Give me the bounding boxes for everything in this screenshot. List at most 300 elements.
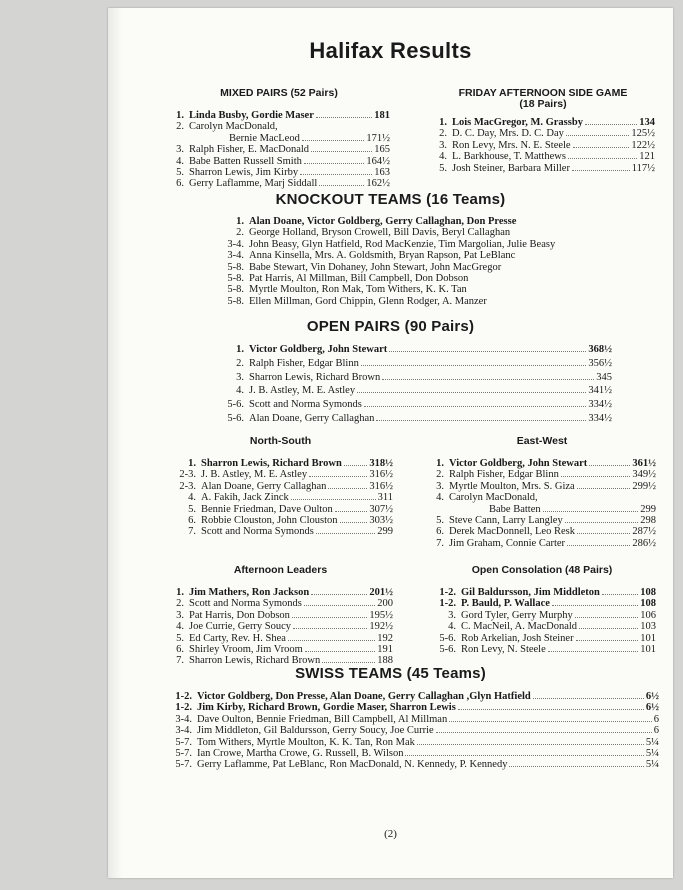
result-row xyxy=(428,644,656,655)
result-row xyxy=(216,412,612,426)
result-name: Bennie Friedman, Dave Oulton xyxy=(201,503,333,515)
result-score: 307½ xyxy=(369,503,393,515)
open-consolation-list xyxy=(428,587,656,655)
result-row xyxy=(431,117,655,128)
result-name: Babe Stewart, Vin Dohaney, John Stewart, John MacGregor xyxy=(249,261,502,273)
result-rank: 1-2. xyxy=(175,691,192,702)
result-rank: 3-4. xyxy=(227,238,244,250)
result-rank: 4. xyxy=(176,621,184,633)
swiss-teams-section xyxy=(168,691,659,771)
result-name: P. Bauld, P. Wallace xyxy=(461,598,550,610)
result-row xyxy=(168,621,393,632)
dot-leader xyxy=(376,420,586,421)
result-name: Victor Goldberg, John Stewart xyxy=(249,344,388,355)
result-name: Carolyn MacDonald, xyxy=(189,121,278,133)
result-rank: 5. xyxy=(176,632,184,644)
result-row xyxy=(216,239,646,250)
result-score: 345 xyxy=(596,371,612,383)
result-score: 122½ xyxy=(631,139,655,151)
result-row xyxy=(168,526,393,537)
dot-leader xyxy=(577,488,631,489)
east-west-heading: East-West xyxy=(516,435,568,447)
result-rank: 5-7. xyxy=(175,736,192,748)
dot-leader xyxy=(566,135,629,136)
result-rank: 3-4. xyxy=(175,725,192,737)
result-name: Scott and Norma Symonds xyxy=(201,526,314,538)
result-row xyxy=(168,748,659,759)
result-row xyxy=(216,216,646,227)
result-score: 6 xyxy=(653,725,659,737)
result-rank: 5. xyxy=(436,515,444,527)
result-row xyxy=(168,110,390,121)
result-rank: 1. xyxy=(188,458,196,469)
knockout-list xyxy=(216,216,646,307)
result-name: Sharron Lewis, Richard Brown xyxy=(249,371,381,383)
result-score: 287½ xyxy=(632,526,656,538)
result-row xyxy=(428,621,656,632)
dot-leader xyxy=(328,488,367,489)
dot-leader xyxy=(509,766,643,767)
result-name: George Holland, Bryson Crowell, Bill Davis, Beryl Callaghan xyxy=(249,227,511,239)
result-score: 5¼ xyxy=(645,759,659,771)
result-name: Myrtle Moulton, Ron Mak, Tom Withers, K. K. Tan xyxy=(249,284,467,296)
dot-leader xyxy=(577,533,630,534)
dot-leader xyxy=(316,533,375,534)
result-rank: 7. xyxy=(436,537,444,549)
result-rank: 2. xyxy=(236,357,244,369)
result-name: Josh Steiner, Barbara Miller xyxy=(452,162,570,174)
result-name: Sharron Lewis, Jim Kirby xyxy=(189,167,299,179)
result-rank: 7. xyxy=(188,526,196,538)
result-rank: 3. xyxy=(176,609,184,621)
result-name: Carolyn MacDonald, xyxy=(449,492,538,504)
dot-leader xyxy=(304,163,365,164)
friday-side-game-subheading: (18 Pairs) xyxy=(519,98,567,110)
dot-leader xyxy=(585,124,637,125)
east-west-list xyxy=(428,458,656,549)
result-rank: 5-6. xyxy=(439,644,456,656)
result-row xyxy=(168,144,390,155)
dot-leader xyxy=(602,594,638,595)
result-row xyxy=(428,587,656,598)
dot-leader xyxy=(291,499,376,500)
dot-leader xyxy=(292,617,367,618)
result-name: Scott and Norma Symonds xyxy=(189,598,302,610)
result-name: Rob Arkelian, Josh Steiner xyxy=(461,632,574,644)
result-row xyxy=(168,725,659,736)
result-name: Jim Graham, Connie Carter xyxy=(449,537,566,549)
result-score: 181 xyxy=(374,110,390,121)
result-score: 361½ xyxy=(632,458,656,469)
result-row xyxy=(168,644,393,655)
dot-leader xyxy=(364,406,587,407)
result-name: Jim Mathers, Ron Jackson xyxy=(189,587,310,598)
dot-leader xyxy=(548,651,638,652)
result-rank: 1-2. xyxy=(175,702,192,714)
result-rank: 1. xyxy=(236,216,244,227)
result-score: 101 xyxy=(640,644,656,656)
result-score: 6 xyxy=(653,713,659,725)
result-row xyxy=(168,178,390,189)
result-score: 108 xyxy=(640,587,656,598)
result-name: Lois MacGregor, M. Grassby xyxy=(452,117,583,128)
result-row xyxy=(216,343,612,357)
result-score: 103 xyxy=(640,621,656,633)
result-row xyxy=(216,296,646,307)
result-name: Ralph Fisher, E. MacDonald xyxy=(189,144,310,156)
result-rank: 4. xyxy=(448,621,456,633)
result-rank: 3. xyxy=(436,480,444,492)
result-score: 356½ xyxy=(588,357,612,369)
result-name: D. C. Day, Mrs. D. C. Day xyxy=(452,128,564,140)
friday-side-game-list xyxy=(431,117,655,174)
result-name: Alan Doane, Victor Goldberg, Gerry Callaghan, Don Presse xyxy=(249,216,517,227)
result-score: 299 xyxy=(640,503,656,515)
dot-leader xyxy=(589,465,630,466)
dot-leader xyxy=(573,147,630,148)
result-row xyxy=(168,481,393,492)
result-row xyxy=(168,458,393,469)
result-rank: 2. xyxy=(176,121,184,133)
result-rank: 5-6. xyxy=(439,632,456,644)
result-rank: 5. xyxy=(176,167,184,179)
result-row xyxy=(216,227,646,238)
result-row xyxy=(168,167,390,178)
dot-leader xyxy=(572,170,630,171)
result-row xyxy=(168,633,393,644)
result-score: 368½ xyxy=(588,344,612,355)
dot-leader xyxy=(576,640,639,641)
dot-leader xyxy=(309,476,367,477)
result-row xyxy=(216,262,646,273)
result-score: 316½ xyxy=(369,480,393,492)
result-row xyxy=(431,163,655,174)
result-name: Scott and Norma Symonds xyxy=(249,399,362,411)
result-rank: 5-8. xyxy=(227,261,244,273)
dot-leader xyxy=(319,185,364,186)
result-name: Steve Cann, Larry Langley xyxy=(449,515,563,527)
result-rank: 5-7. xyxy=(175,759,192,771)
result-row xyxy=(431,140,655,151)
knockout-section xyxy=(216,216,646,307)
result-rank: 6. xyxy=(176,178,184,190)
result-row xyxy=(428,610,656,621)
result-name: Pat Harris, Al Millman, Bill Campbell, Don Dobson xyxy=(249,273,469,285)
result-row xyxy=(428,469,656,480)
result-row xyxy=(428,458,656,469)
result-rank: 4. xyxy=(436,492,444,504)
result-rank: 3-4. xyxy=(175,713,192,725)
result-name: A. Fakih, Jack Zinck xyxy=(201,492,289,504)
result-name: Ralph Fisher, Edgar Blinn xyxy=(449,469,559,481)
result-rank: 1-2. xyxy=(439,598,456,610)
page-number: (2) xyxy=(384,828,397,840)
result-score: 299½ xyxy=(632,480,656,492)
result-rank: 2. xyxy=(176,598,184,610)
swiss-teams-heading: SWISS TEAMS (45 Teams) xyxy=(295,665,486,682)
result-rank: 5-6. xyxy=(227,412,244,424)
result-name: Ron Levy, Mrs. N. E. Steele xyxy=(452,139,571,151)
result-name: Shirley Vroom, Jim Vroom xyxy=(189,644,303,656)
dot-leader xyxy=(575,617,638,618)
dot-leader xyxy=(389,351,586,352)
dot-leader xyxy=(316,117,372,118)
result-row xyxy=(216,357,612,371)
result-rank: 1. xyxy=(176,110,184,121)
dot-leader xyxy=(311,594,367,595)
result-score: 318½ xyxy=(369,458,393,469)
result-name: Bernie MacLeod xyxy=(229,132,300,144)
result-row xyxy=(431,151,655,162)
result-name: L. Barkhouse, T. Matthews xyxy=(452,151,566,163)
afternoon-leaders-list xyxy=(168,587,393,667)
result-score: 195½ xyxy=(369,609,393,621)
result-score: 188 xyxy=(377,655,393,667)
mixed-pairs-heading: MIXED PAIRS (52 Pairs) xyxy=(220,87,338,99)
result-score: 162½ xyxy=(366,178,390,190)
result-name: Derek MacDonnell, Leo Resk xyxy=(449,526,575,538)
result-row xyxy=(428,504,656,515)
result-row xyxy=(216,250,646,261)
result-score: 299 xyxy=(377,526,393,538)
result-rank: 5-7. xyxy=(175,748,192,760)
result-score: 6½ xyxy=(645,702,659,714)
result-rank: 2. xyxy=(236,227,244,239)
result-score: 192½ xyxy=(369,621,393,633)
result-rank: 2-3. xyxy=(179,469,196,481)
result-row xyxy=(428,598,656,609)
result-name: Ralph Fisher, Edgar Blinn xyxy=(249,357,359,369)
result-rank: 4. xyxy=(188,492,196,504)
north-south-section xyxy=(168,436,393,538)
result-name: Alan Doane, Gerry Callaghan xyxy=(201,480,327,492)
page-spine xyxy=(108,8,122,878)
result-rank: 4. xyxy=(176,155,184,167)
result-score: 192 xyxy=(377,632,393,644)
result-score: 134 xyxy=(639,117,655,128)
document-page xyxy=(108,8,673,878)
result-score: 201½ xyxy=(369,587,393,598)
open-consolation-section xyxy=(428,565,656,655)
north-south-heading: North-South xyxy=(249,435,312,447)
result-rank: 3. xyxy=(448,609,456,621)
dot-leader xyxy=(417,744,644,745)
page-title: Halifax Results xyxy=(309,38,472,63)
afternoon-leaders-heading: Afternoon Leaders xyxy=(233,564,328,576)
result-score: 286½ xyxy=(632,537,656,549)
result-name: Jim Middleton, Gil Baldursson, Gerry Soucy, Joe Currie xyxy=(197,725,434,737)
dot-leader xyxy=(304,605,375,606)
east-west-section xyxy=(428,436,656,549)
dot-leader xyxy=(288,640,375,641)
dot-leader xyxy=(311,151,372,152)
result-score: 164½ xyxy=(366,155,390,167)
result-rank: 2-3. xyxy=(179,480,196,492)
dot-leader xyxy=(382,379,594,380)
result-row xyxy=(216,371,612,385)
result-name: Dave Oulton, Bennie Friedman, Bill Campbell, Al Millman xyxy=(197,713,448,725)
result-rank: 3. xyxy=(176,144,184,156)
result-name: Jim Kirby, Richard Brown, Gordie Maser, Sharron Lewis xyxy=(197,702,456,714)
dot-leader xyxy=(561,476,631,477)
dot-leader xyxy=(361,365,587,366)
north-south-list xyxy=(168,458,393,538)
result-row xyxy=(168,469,393,480)
friday-side-game-section xyxy=(431,88,655,174)
result-score: 171½ xyxy=(366,132,390,144)
result-rank: 7. xyxy=(176,655,184,667)
result-row xyxy=(168,737,659,748)
result-name: Ron Levy, N. Steele xyxy=(461,644,546,656)
result-score: 125½ xyxy=(631,128,655,140)
result-score: 334½ xyxy=(588,412,612,424)
result-name: Robbie Clouston, John Clouston xyxy=(201,515,338,527)
result-row xyxy=(168,492,393,503)
result-name: Gerry Laflamme, Pat LeBlanc, Ron MacDonald, N. Kennedy, P. Kennedy xyxy=(197,759,508,771)
result-rank: 4. xyxy=(439,151,447,163)
dot-leader xyxy=(567,545,630,546)
result-score: 108 xyxy=(640,598,656,610)
result-rank: 6. xyxy=(436,526,444,538)
mixed-pairs-list xyxy=(168,110,390,190)
result-name: Victor Goldberg, Don Presse, Alan Doane, Gerry Callaghan ,Glyn Hatfield xyxy=(197,691,531,702)
result-name: Tom Withers, Myrtle Moulton, K. K. Tan, Ron Mak xyxy=(197,736,415,748)
swiss-teams-list xyxy=(168,691,659,771)
dot-leader xyxy=(357,392,586,393)
result-row xyxy=(428,481,656,492)
result-score: 165 xyxy=(374,144,390,156)
result-row xyxy=(168,714,659,725)
result-name: John Beasy, Glyn Hatfield, Rod MacKenzie, Tim Margolian, Julie Beasy xyxy=(249,238,556,250)
result-rank: 6. xyxy=(176,644,184,656)
result-row xyxy=(168,587,393,598)
result-rank: 5-8. xyxy=(227,284,244,296)
result-rank: 2. xyxy=(436,469,444,481)
result-score: 200 xyxy=(377,598,393,610)
result-row xyxy=(428,633,656,644)
result-row xyxy=(168,504,393,515)
dot-leader xyxy=(458,709,644,710)
result-name: Myrtle Moulton, Mrs. S. Giza xyxy=(449,480,575,492)
result-name: Sharron Lewis, Richard Brown xyxy=(201,458,342,469)
result-name: Alan Doane, Gerry Callaghan xyxy=(249,412,375,424)
result-rank: 4. xyxy=(236,385,244,397)
dot-leader xyxy=(579,628,638,629)
result-row xyxy=(168,156,390,167)
result-name: Babe Batten Russell Smith xyxy=(189,155,302,167)
result-score: 341½ xyxy=(588,385,612,397)
result-rank: 1. xyxy=(236,344,244,355)
result-score: 117½ xyxy=(631,162,655,174)
result-row xyxy=(216,273,646,284)
dot-leader xyxy=(322,662,375,663)
result-row xyxy=(428,515,656,526)
result-score: 101 xyxy=(640,632,656,644)
dot-leader xyxy=(305,651,375,652)
result-rank: 5-8. xyxy=(227,295,244,307)
open-consolation-heading: Open Consolation (48 Pairs) xyxy=(471,564,613,576)
result-name: Anna Kinsella, Mrs. A. Goldsmith, Bryan Rapson, Pat LeBlanc xyxy=(249,250,516,262)
result-row xyxy=(428,538,656,549)
result-score: 163 xyxy=(374,167,390,179)
result-row xyxy=(431,128,655,139)
open-pairs-list xyxy=(216,343,612,426)
result-row xyxy=(216,398,612,412)
result-name: Babe Batten xyxy=(489,503,541,515)
result-row xyxy=(168,610,393,621)
dot-leader xyxy=(543,511,639,512)
dot-leader xyxy=(565,522,639,523)
result-row xyxy=(216,284,646,295)
result-name: Ed Carty, Rev. H. Shea xyxy=(189,632,286,644)
result-rank: 3. xyxy=(236,371,244,383)
result-name: Ellen Millman, Gord Chippin, Glenn Rodger, A. Manzer xyxy=(249,295,487,307)
result-name: Gil Baldursson, Jim Middleton xyxy=(461,587,600,598)
dot-leader xyxy=(405,755,643,756)
dot-leader xyxy=(293,628,367,629)
result-rank: 3-4. xyxy=(227,250,244,262)
result-score: 349½ xyxy=(632,469,656,481)
result-row xyxy=(168,691,659,702)
result-name: Gord Tyler, Gerry Murphy xyxy=(461,609,573,621)
result-score: 311 xyxy=(377,492,393,504)
result-rank: 3. xyxy=(439,139,447,151)
dot-leader xyxy=(568,158,637,159)
dot-leader xyxy=(436,732,652,733)
mixed-pairs-section xyxy=(168,88,390,190)
result-rank: 5-8. xyxy=(227,273,244,285)
dot-leader xyxy=(344,465,368,466)
result-rank: 6. xyxy=(188,515,196,527)
result-rank: 5-6. xyxy=(227,399,244,411)
result-rank: 1-2. xyxy=(439,587,456,598)
result-rank: 5. xyxy=(439,162,447,174)
result-name: J. B. Astley, M. E. Astley xyxy=(201,469,308,481)
result-name: Linda Busby, Gordie Maser xyxy=(189,110,314,121)
result-score: 303½ xyxy=(369,515,393,527)
dot-leader xyxy=(302,140,365,141)
result-rank: 1. xyxy=(439,117,447,128)
afternoon-leaders-section xyxy=(168,565,393,667)
result-score: 5¼ xyxy=(645,736,659,748)
result-rank: 2. xyxy=(439,128,447,140)
result-score: 334½ xyxy=(588,399,612,411)
result-name: Joe Currie, Gerry Soucy xyxy=(189,621,292,633)
result-name: Ian Crowe, Martha Crowe, G. Russell, B. Wilson xyxy=(197,748,404,760)
result-row xyxy=(168,702,659,713)
result-score: 191 xyxy=(377,644,393,656)
open-pairs-section xyxy=(216,343,612,426)
dot-leader xyxy=(335,511,368,512)
result-score: 5¼ xyxy=(645,748,659,760)
result-row xyxy=(168,598,393,609)
result-name: Gerry Laflamme, Marj Siddall xyxy=(189,178,318,190)
result-score: 6½ xyxy=(645,691,659,702)
result-rank: 1. xyxy=(436,458,444,469)
open-pairs-heading: OPEN PAIRS (90 Pairs) xyxy=(306,318,475,335)
result-score: 121 xyxy=(639,151,655,163)
result-row xyxy=(168,133,390,144)
result-score: 316½ xyxy=(369,469,393,481)
dot-leader xyxy=(449,721,652,722)
result-name: Sharron Lewis, Richard Brown xyxy=(189,655,321,667)
result-rank: 5. xyxy=(188,503,196,515)
dot-leader xyxy=(300,174,372,175)
dot-leader xyxy=(340,522,368,523)
result-row xyxy=(428,526,656,537)
result-row xyxy=(168,121,390,132)
knockout-heading: KNOCKOUT TEAMS (16 Teams) xyxy=(275,191,506,208)
